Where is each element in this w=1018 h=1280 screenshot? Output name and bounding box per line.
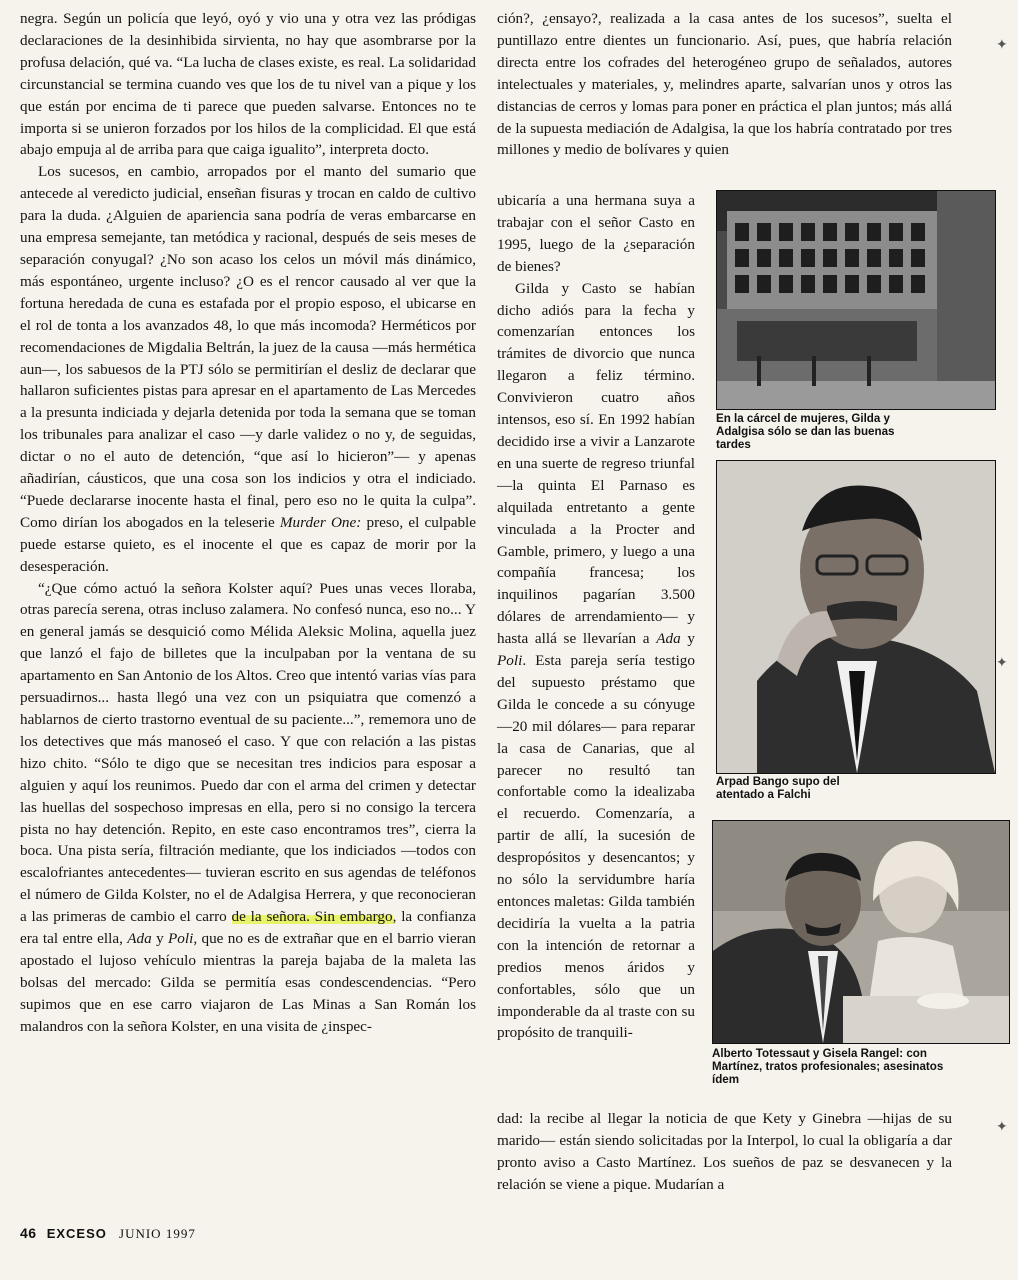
right-paragraph-top: ción?, ¿ensayo?, realizada a la casa antes de los sucesos”, suelta el puntillazo entre dientes un funcionario. Así, pues, que habría relación directa entre los cofrades del heterogéneo grupo de señalados, autores intelectuales y materiales, y, melindres aparte, salvarían unos y otros las distancias de cerros y lomas para poner en práctica el plan juntos; más allá de la supuesta mediación de Adalgisa, la que los habría contratado por tres millones y medio de bolívares y quien (497, 10, 952, 159)
right-column-bottom (497, 1108, 952, 1196)
paragraph-2 (20, 161, 476, 577)
man-portrait-image (717, 461, 995, 773)
paragraph-3-text-a: “¿Que cómo actuó la señora Kolster aquí? Pues unas veces lloraba, otras parecía serena, otras incluso zalamera. No confesó nunca, eso no... Y en general jamás se desquició como Mélida Aleksic Molina, aquella juez que lanzó el fajo de billetes que la inculpaban por la ventana de su apartamento en San Antonio de los Altos. Creo que intentó varias vías para persuadirnos... hasta llegó una vez con un psiquiatra que comenzó a hablarnos de cierto trastorno eventual de su paciente...”, rememora uno de los detectives que más manoseó el caso. Y que con relación a las pistas hizo chito. “Sólo te digo que se necesitan tres indicios para esposar a alguien y aquí los reunimos. Puedo dar con el arma del crimen y detectar las huellas del sospechoso impresas en ella, pero si no consigo la tercera pista no hay detención. Repito, en este caso encontramos tres”, cierra la boca. Una pista sería, filtración mediante, que los indiciados —todos con escalofriantes antecedentes— tuvieran escrito en sus agendas de teléfonos el número de Gilda Kolster, no el de Adalgisa Herrera, y que reconocieran a las primeras de cambio el carro (20, 579, 476, 926)
right-paragraph-narrow-1: ubicaría a una hermana suya a trabajar con el señor Casto en 1995, luego de la ¿separación de bienes? (497, 192, 695, 275)
paragraph-2-text-b: preso, el culpable puede estarse quieto, es el inocente el que es capaz de morir por la desesperación. (20, 513, 476, 575)
paragraph-3-text-d: , que no es de extrañar que en el barrio vieran apostado el lujoso vehículo mientras la pareja bajaba de la maleta las bolsas del mercado: Gilda se permitía esas condescendencias. “Pero supimos que en ese carro viajaron de Las Minas a San Román los malandros con la señora Kolster, en una visita de ¿inspec- (20, 930, 476, 1035)
narrow-2-text-b: y (680, 630, 695, 648)
registration-mark-icon: ✦ (996, 1119, 1008, 1135)
registration-mark-icon: ✦ (996, 655, 1008, 671)
magazine-name: EXCESO (46, 1226, 107, 1241)
narrow-2-text-c: . Esta pareja sería testigo del supuesto préstamo que Gilda le concede a su cónyuge —20 mil dólares— para reparar la casa de Canarias, que al parecer no resultó tan confortable como la idealizaba el recuerdo. Comenzaría, a partir de allí, la sucesión de despropósitos y desencantos; y no sólo la servidumbre haría entonces maletas: Gilda también decidiría la vuelta a la patria con la intención de retornar a predios menos áridos y confortables, sólo que un imponderable da al traste con su propósito de tranquili- (497, 652, 695, 1042)
registration-mark-icon: ✦ (996, 37, 1008, 53)
prison-building-photo (716, 190, 996, 410)
page-footer (20, 1225, 196, 1242)
couple-photo (712, 820, 1010, 1044)
paragraph-2-text-a: Los sucesos, en cambio, arropados por el manto del sumario que antecede al veredicto judicial, enseñan fisuras y trocan en caldo de cultivo para la duda. ¿Alguien de apariencia sana podría de veras embarcarse en una empresa semejante, tan metódica y racional, después de seis meses de separación conyugal? ¿No son acaso los celos un móvil más dinámico, más espontáneo, urgente incluso? ¿O es el rencor causado al ver que la fortuna heredada de cuna es estafada por el propio esposo, el ubicarse en el rol de tonta a los avanzados 48, lo que más incomoda? Herméticos por recomendaciones de Migdalia Beltrán, la juez de la causa —más hermética aun—, los sabuesos de la PTJ sólo se permitirían el desliz de declarar que hallaron suficientes pistas para apresar en el apartamento de Las Mercedes a la presunta indiciada y dejarla detenida por toda la semana que se toman los tribunales para analizar el caso —y darle validez o no y, de seguidas, dictar o no el auto de detención, “que así lo hicieron”— y apenas añadirían, cáusticos, que una cosa son los indicios y otra el indiciado. “Puede declararse inocente hasta el final, pero eso no le quita la culpa”. Como dirían los abogados en la teleserie (20, 163, 476, 531)
right-paragraph-narrow-2 (497, 278, 695, 1045)
page-number: 46 (20, 1225, 37, 1241)
right-paragraph-bottom: dad: la recibe al llegar la noticia de que Kety y Ginebra —hijas de su marido— están siendo solicitadas por la Interpol, lo cual la obligaría a dar pronto aviso a Casto Martínez. Los sueños de paz se desvanecen y la relación se viene a pique. Mudarían a (497, 1110, 952, 1193)
prison-building-image (717, 191, 995, 409)
highlighted-text: de la señora. Sin embargo (231, 908, 393, 926)
murder-one-title: Murder One: (279, 513, 362, 531)
left-column (20, 8, 476, 1038)
right-column-narrow (497, 190, 695, 1044)
narrow-italic-poli: Poli (497, 652, 523, 670)
caption-arpad: Arpad Bango supo del atentado a Falchi (716, 775, 840, 801)
italic-ada: Ada (127, 930, 152, 948)
arpad-bango-photo (716, 460, 996, 774)
paragraph-1: negra. Según un policía que leyó, oyó y vio una y otra vez las pródigas declaraciones de la desinhibida sirvienta, no hay que asombrarse por la profusa delación, qué va. “La lucha de clases existe, es real. La solidaridad circunstancial se termina cuando ves que los de tu nivel van a pique y los que están por encima de ti parece que pueden salvarse. Entonces no te importa si se unieron forzados por los hilos de la complicidad. El que está abajo empuja al de arriba para que caiga igualito”, interpreta docto. (20, 10, 476, 159)
paragraph-3-text-b: , la confianza era tal entre ella, (20, 908, 476, 948)
issue-date: JUNIO 1997 (119, 1226, 196, 1241)
caption-couple: Alberto Totessaut y Gisela Rangel: con Martínez, tratos profesionales; asesinatos ídem (712, 1047, 944, 1086)
italic-poli: Poli (168, 930, 194, 948)
couple-image (713, 821, 1009, 1043)
paragraph-3 (20, 578, 476, 1038)
right-column-top (497, 8, 952, 190)
narrow-2-text-a: Gilda y Casto se habían dicho adiós para la fecha y comenzarían entonces los trámites de divorcio que nunca llegaron a feliz término. Convivieron cuatro años intensos, eso sí. En 1992 habían decidido irse a vivir a Lanzarote en una suerte de regreso triunfal —la quinta El Parnaso es alquilada entretanto a gente vinculada a la Procter and Gamble, primero, y luego a una compañía francesa; los inquilinos pagarían 3.500 dólares de arrendamiento— y hasta allá se llevarían a (497, 279, 695, 648)
caption-prison: En la cárcel de mujeres, Gilda y Adalgisa sólo se dan las buenas tardes (716, 412, 895, 451)
paragraph-3-text-c: y (151, 930, 169, 948)
narrow-italic-ada: Ada (656, 630, 681, 648)
